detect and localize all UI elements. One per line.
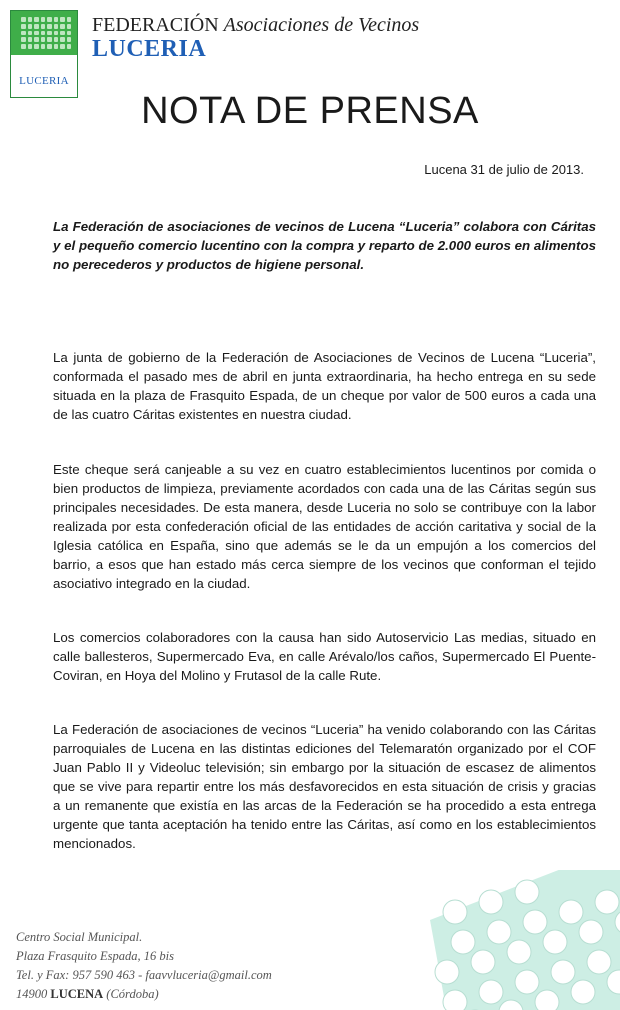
logo-dot [67, 17, 72, 22]
footer-line-street: Plaza Frasquito Espada, 16 bis [16, 949, 174, 963]
logo-dot [67, 44, 72, 49]
footer-address [16, 928, 272, 1004]
logo-dot [41, 17, 46, 22]
org-name: LUCERIA [92, 36, 207, 62]
footer-city: LUCENA [50, 987, 104, 1001]
corner-circle [579, 920, 603, 944]
logo-dot [34, 17, 39, 22]
logo-dot-grid [21, 17, 71, 49]
corner-circle [507, 940, 531, 964]
logo-dot [21, 44, 26, 49]
logo-dot [67, 24, 72, 29]
body-paragraph-4: La Federación de asociaciones de vecinos “Luceria” ha venido colaborando con las Cáritas parroquiales de Lucena en las distintas ediciones del Telemaratón organizado por el COF Juan Pablo II y Videoluc televisión; sin embargo por la situación de escasez de alimentos que se vive para repartir entre los más desfavorecidos en esta situación de crisis y gracias a un remanente que existía en las arcas de la Federación se ha procedido a esta entrega urgente que tanta aceptación ha tenido entre las Cáritas, así como en los establecimientos mencionados. [53, 722, 596, 851]
logo-dot [47, 44, 52, 49]
corner-circle [559, 900, 583, 924]
logo-dot [28, 37, 33, 42]
logo-dot [21, 24, 26, 29]
logo-dot [54, 17, 59, 22]
corner-circle [479, 890, 503, 914]
corner-dot-pattern [410, 870, 620, 1010]
org-subtitle: Asociaciones de Vecinos [223, 14, 420, 36]
corner-circle [443, 990, 467, 1010]
logo-dot [28, 44, 33, 49]
logo-dot [34, 24, 39, 29]
logo-dot [60, 37, 65, 42]
corner-circle [515, 880, 539, 904]
luceria-logo [10, 10, 78, 98]
logo-dot [60, 17, 65, 22]
corner-circle [443, 900, 467, 924]
body-paragraph-2: Este cheque será canjeable a su vez en cuatro establecimientos lucentinos por comida o bien productos de limpieza, previamente acordados con cada una de las Cáritas según sus principales necesidades. De esta manera, desde Luceria no solo se contribuye con la labor realizada por esta confederación oficial de las entidades de acción caritativa y social de la Iglesia católica en España, sino que además se le da un empujón a los comercios del barrio, a esos que han estado más cerca siempre de los vecinos que conforman el tejido asociativo integrado en la ciudad. [53, 462, 596, 591]
footer-line-center: Centro Social Municipal. [16, 930, 143, 944]
corner-circle [435, 960, 459, 984]
logo-dot [47, 37, 52, 42]
corner-circle [515, 970, 539, 994]
corner-circle [451, 930, 475, 954]
logo-dot [41, 37, 46, 42]
logo-dot [54, 37, 59, 42]
logo-dot [67, 31, 72, 36]
logo-dot [47, 24, 52, 29]
body-paragraph-3: Los comercios colaboradores con la causa han sido Autoservicio Las medias, situado en calle ballesteros, Supermercado Eva, en calle Arévalo/los caños, Supermercado El Puente-Coviran, en Hoya del Molino y Frutasol de la calle Rute. [53, 630, 596, 683]
summary-lead: La Federación de asociaciones de vecinos de Lucena “Luceria” colabora con Cáritas y el pequeño comercio lucentino con la compra y reparto de 2.000 euros en alimentos no perecederos y productos de higiene personal. [53, 219, 596, 272]
logo-dot [54, 24, 59, 29]
logo-dot [28, 31, 33, 36]
footer-line-city [16, 985, 272, 1004]
org-prefix: FEDERACIÓN [92, 14, 219, 36]
logo-dot [47, 17, 52, 22]
body-paragraph-1: La junta de gobierno de la Federación de Asociaciones de Vecinos de Lucena “Luceria”, conformada el pasado mes de abril en junta extraordinaria, ha hecho entrega en su sede situada en la plaza de Frasquito Espada, de un cheque por valor de 500 euros a cada una de las cuatro Cáritas existentes en nuestra ciudad. [53, 350, 596, 422]
logo-text: LUCERIA [19, 75, 69, 87]
logo-dot [34, 44, 39, 49]
logo-dot [28, 17, 33, 22]
corner-circle [571, 980, 595, 1004]
logo-dot [54, 44, 59, 49]
logo-dot [21, 31, 26, 36]
logo-dot [41, 24, 46, 29]
corner-circle [487, 920, 511, 944]
logo-dot [60, 24, 65, 29]
logo-dot [47, 31, 52, 36]
corner-circle [479, 980, 503, 1004]
logo-dot [41, 44, 46, 49]
footer-province: (Córdoba) [106, 987, 159, 1001]
logo-dot [28, 24, 33, 29]
corner-circle [523, 910, 547, 934]
org-heading [92, 14, 419, 37]
corner-circle [587, 950, 611, 974]
footer-line-contact: Tel. y Fax: 957 590 463 - faavvluceria@gmail.com [16, 968, 272, 982]
corner-circle [543, 930, 567, 954]
logo-dot [67, 37, 72, 42]
document-title: NOTA DE PRENSA [141, 90, 479, 132]
corner-circle [595, 890, 619, 914]
logo-dot [60, 44, 65, 49]
logo-dot [60, 31, 65, 36]
corner-circle [471, 950, 495, 974]
corner-circle [551, 960, 575, 984]
logo-dot [21, 37, 26, 42]
logo-dot [34, 31, 39, 36]
logo-green-block [11, 11, 77, 55]
document-date: Lucena 31 de julio de 2013. [424, 162, 584, 177]
corner-circle [535, 990, 559, 1010]
logo-dot [41, 31, 46, 36]
logo-dot [34, 37, 39, 42]
logo-dot [21, 17, 26, 22]
logo-dot [54, 31, 59, 36]
footer-postal: 14900 [16, 987, 48, 1001]
